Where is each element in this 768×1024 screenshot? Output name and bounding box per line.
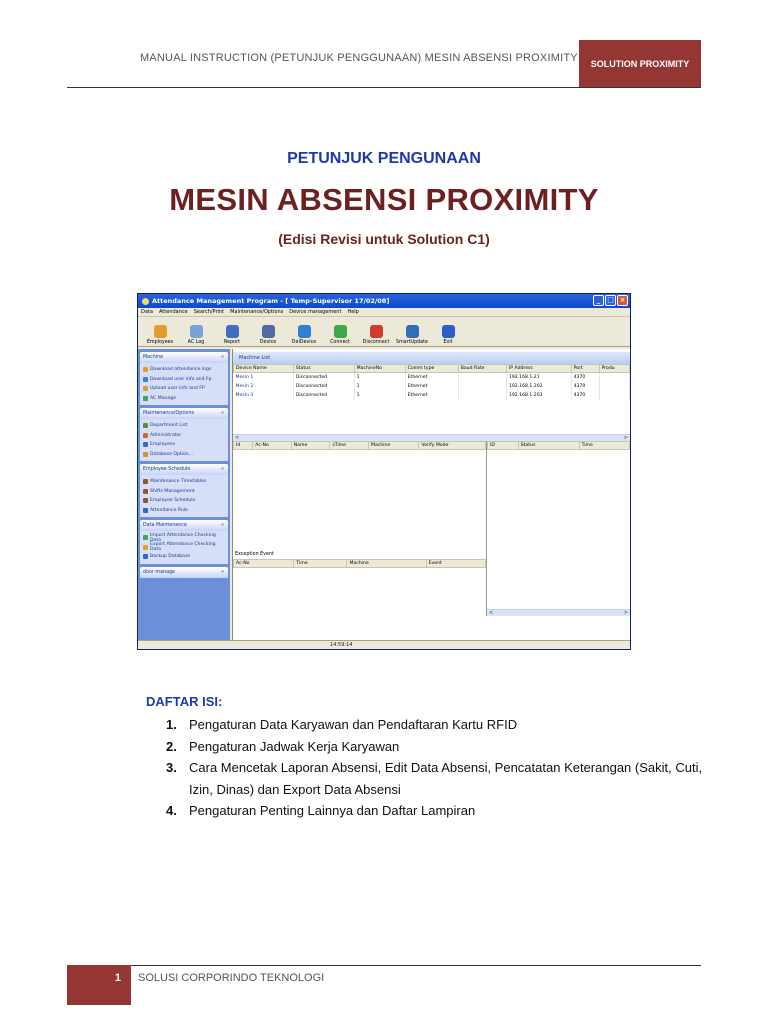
sidebar-item[interactable] xyxy=(143,506,225,516)
app-body xyxy=(138,349,630,640)
machine-list-title: Machine List xyxy=(233,352,630,364)
menu-item[interactable]: Data xyxy=(141,309,153,315)
exception-table xyxy=(233,559,486,568)
globe-icon xyxy=(406,325,419,338)
toolbar-button[interactable] xyxy=(214,325,250,346)
app-window-title: Attendance Management Program - [ Temp-Supervisor 17/02/08] xyxy=(152,297,390,305)
contents-item-number: 3. xyxy=(166,760,177,775)
sidebar-item-label: Administrator xyxy=(150,432,182,438)
minimize-icon[interactable]: _ xyxy=(593,295,604,306)
sidebar-section-title: Data Maintenance xyxy=(143,523,187,528)
page-number: 1 xyxy=(67,965,131,1005)
column-header[interactable]: Name xyxy=(291,441,330,449)
sidebar-item-label: Shifts Management xyxy=(150,488,195,494)
table-cell xyxy=(599,391,629,400)
sidebar-section-title: Maintenance/Options xyxy=(143,411,195,416)
toolbar-button-label: AC Log xyxy=(187,340,205,345)
toolbar-button[interactable] xyxy=(286,325,322,346)
table-cell xyxy=(458,391,506,400)
column-header[interactable]: Comm type xyxy=(405,365,458,373)
contents-item-number: 4. xyxy=(166,803,177,818)
app-main xyxy=(232,349,630,640)
contents-item xyxy=(166,800,706,822)
manual-title: MANUAL INSTRUCTION (PETUNJUK PENGGUNAAN) MESIN ABSENSI PROXIMITY xyxy=(140,52,578,64)
contents-item-text: Pengaturan Data Karyawan dan Pendaftaran Kartu RFID xyxy=(189,717,518,732)
contents-item-number: 1. xyxy=(166,717,177,732)
toolbar-button-label: Exit xyxy=(443,340,453,345)
sidebar-section-header[interactable] xyxy=(140,464,228,475)
sidebar-item-icon xyxy=(143,442,148,447)
chevron-icon[interactable]: » xyxy=(221,569,224,575)
connect-icon xyxy=(334,325,347,338)
sidebar-section-list xyxy=(140,363,228,405)
sidebar-item[interactable] xyxy=(143,384,225,394)
sidebar-item[interactable] xyxy=(143,375,225,385)
scroll-left-icon[interactable]: < xyxy=(235,434,240,441)
sidebar-item-label: Import Attendance Checking Data xyxy=(150,532,216,543)
column-header[interactable]: Verify Mode xyxy=(419,441,486,449)
sidebar-item-icon xyxy=(143,452,148,457)
table-cell: 192.168.1.21 xyxy=(506,373,571,382)
app-sidebar xyxy=(138,349,230,640)
exception-label: Exception Event xyxy=(235,551,274,557)
contents-item-number: 2. xyxy=(166,738,177,754)
contents-item xyxy=(166,757,706,800)
toolbar-button[interactable] xyxy=(178,325,214,346)
people-icon xyxy=(154,325,167,338)
contents-list xyxy=(166,714,706,822)
sidebar-item[interactable] xyxy=(143,543,225,553)
table-row[interactable] xyxy=(234,373,630,382)
toolbar-button[interactable] xyxy=(142,325,178,346)
sidebar-item-icon xyxy=(143,396,148,401)
contents-title: DAFTAR ISI: xyxy=(146,694,223,709)
attendance-log-table xyxy=(233,441,486,450)
table-row[interactable] xyxy=(234,391,630,400)
table-cell: Ethernet xyxy=(405,373,458,382)
column-header[interactable]: Baud Rate xyxy=(458,365,506,373)
app-logo-icon xyxy=(142,298,149,305)
sidebar-item[interactable] xyxy=(143,431,225,441)
chevron-icon[interactable]: « xyxy=(221,411,224,416)
sidebar-item-label: Attendance Rule xyxy=(150,507,188,513)
sidebar-item-label: AC Manage xyxy=(150,395,176,401)
sidebar-item-icon xyxy=(143,545,148,550)
table-cell xyxy=(599,382,629,391)
table-cell: 4370 xyxy=(571,382,599,391)
machine-list-scrollbar[interactable] xyxy=(233,434,630,441)
table-row[interactable] xyxy=(234,382,630,391)
sidebar-section-header[interactable] xyxy=(140,567,228,578)
report-icon xyxy=(226,325,239,338)
status-time: 14:59:14 xyxy=(330,642,353,648)
sidebar-section-title: Employee Schedule xyxy=(143,467,191,472)
app-titlebar xyxy=(138,294,630,308)
sidebar-item[interactable] xyxy=(143,496,225,506)
sidebar-item[interactable] xyxy=(143,552,225,562)
toolbar-button[interactable] xyxy=(322,325,358,346)
app-statusbar xyxy=(138,640,630,649)
close-icon[interactable]: × xyxy=(617,295,628,306)
window-controls xyxy=(593,295,628,306)
sidebar-item[interactable] xyxy=(143,365,225,375)
table-cell: 192.168.1.203 xyxy=(506,391,571,400)
column-header[interactable]: Event xyxy=(426,559,485,567)
toolbar-button-label: Employees xyxy=(146,340,174,345)
scroll-right-icon[interactable]: > xyxy=(623,609,628,616)
column-header[interactable]: Ac-No xyxy=(253,441,291,449)
sidebar-item-label: Database Option... xyxy=(150,451,194,457)
sidebar-section-header[interactable] xyxy=(140,520,228,531)
toolbar-button[interactable] xyxy=(430,325,466,346)
column-header[interactable]: Port xyxy=(571,365,599,373)
table-cell: Disconnected xyxy=(293,382,354,391)
header-rule xyxy=(67,87,701,88)
menu-item[interactable]: Device management xyxy=(289,309,342,315)
table-cell: 192.168.1.202 xyxy=(506,382,571,391)
menu-item[interactable]: Search/Print xyxy=(193,309,225,315)
sidebar-item[interactable] xyxy=(143,440,225,450)
sidebar-item-label: Department List xyxy=(150,423,188,429)
menu-item[interactable]: Attendance xyxy=(158,309,188,315)
cover-subtitle: PETUNJUK PENGUNAAN xyxy=(287,150,481,167)
toolbar-button-label: DelDevice xyxy=(291,340,317,345)
sidebar-item[interactable] xyxy=(143,477,225,487)
sidebar-section-list xyxy=(140,419,228,461)
sidebar-section-list xyxy=(140,531,228,564)
scroll-right-icon[interactable]: > xyxy=(623,434,628,441)
app-menubar xyxy=(138,308,630,317)
toolbar-button-label: Device xyxy=(259,340,277,345)
table-cell: Mesin 2 xyxy=(234,382,294,391)
exit-icon xyxy=(442,325,455,338)
column-header[interactable]: Produ xyxy=(599,365,629,373)
menu-item[interactable]: Help xyxy=(347,309,359,315)
column-header[interactable]: Machine xyxy=(347,559,426,567)
sidebar-item-label: Employees xyxy=(150,442,176,448)
column-header[interactable]: Device Name xyxy=(234,365,294,373)
table-cell: Mesin 3 xyxy=(234,391,294,400)
footer-company: SOLUSI CORPORINDO TEKNOLOGI xyxy=(138,972,325,984)
column-header[interactable]: MachineNo xyxy=(354,365,405,373)
table-cell: Ethernet xyxy=(405,382,458,391)
machine-list-table xyxy=(233,364,630,400)
sidebar-item[interactable] xyxy=(143,487,225,497)
sidebar-section-title: door manage xyxy=(143,569,175,575)
sidebar-item-label: Export Attendance Checking Data xyxy=(150,542,216,553)
app-toolbar xyxy=(138,317,630,347)
sidebar-section-title: Machine xyxy=(143,355,164,360)
table-cell: 4370 xyxy=(571,373,599,382)
sidebar-item-icon xyxy=(143,367,148,372)
sidebar-item-label: Backup Database xyxy=(150,554,191,560)
toolbar-button[interactable] xyxy=(358,325,394,346)
contents-item-text: Pengaturan Penting Lainnya dan Daftar Lampiran xyxy=(189,803,476,818)
column-header[interactable]: ID xyxy=(488,441,519,449)
sidebar-section-header[interactable] xyxy=(140,408,228,419)
sidebar-item-icon xyxy=(143,489,148,494)
cover-edition: (Edisi Revisi untuk Solution C1) xyxy=(278,231,490,247)
log-icon xyxy=(190,325,203,338)
sidebar-section-list xyxy=(140,475,228,517)
toolbar-button[interactable] xyxy=(394,325,430,346)
table-cell: Mesin 1 xyxy=(234,373,294,382)
table-cell xyxy=(458,382,506,391)
contents-item-text: Pengaturan Jadwak Kerja Karyawan xyxy=(189,738,400,754)
sidebar-item-icon xyxy=(143,423,148,428)
scroll-left-icon[interactable]: < xyxy=(489,609,494,616)
disconnect-icon xyxy=(370,325,383,338)
toolbar-button-label: Connect xyxy=(330,340,350,345)
column-header[interactable]: Machine xyxy=(369,441,419,449)
toolbar-button[interactable] xyxy=(250,325,286,346)
footer-rule xyxy=(67,965,701,966)
contents-item-text: Cara Mencetak Laporan Absensi, Edit Data Absensi, Pencatatan Keterangan (Sakit, Cuti, Izin, Dinas) dan Export Data Absensi xyxy=(189,760,703,797)
sidebar-item-icon xyxy=(143,535,148,540)
column-header[interactable]: Time xyxy=(294,559,347,567)
table-cell xyxy=(458,373,506,382)
column-header[interactable]: Id xyxy=(234,441,253,449)
toolbar-button-label: Disconnect xyxy=(362,340,390,345)
table-cell: Disconnected xyxy=(293,373,354,382)
cover-title: MESIN ABSENSI PROXIMITY xyxy=(169,182,599,217)
menu-item[interactable]: Maintenance/Options xyxy=(230,309,284,315)
contents-item xyxy=(166,736,706,758)
sidebar-item-icon xyxy=(143,386,148,391)
sidebar-section-header[interactable] xyxy=(140,352,228,363)
app-screenshot xyxy=(137,293,631,650)
sidebar-item-label: Maintenance Timetables xyxy=(150,479,207,485)
toolbar-button-label: Report xyxy=(224,340,240,345)
table-cell: Ethernet xyxy=(405,391,458,400)
column-header[interactable]: sTime xyxy=(330,441,369,449)
sidebar-item-icon xyxy=(143,508,148,513)
toolbar-button-label: SmartUpdate xyxy=(396,340,428,345)
column-header[interactable]: Status xyxy=(293,365,354,373)
delete-icon xyxy=(298,325,311,338)
exception-panel xyxy=(233,552,486,568)
status-scrollbar[interactable] xyxy=(487,609,630,616)
table-cell xyxy=(599,373,629,382)
attendance-log-panel xyxy=(233,441,487,616)
sidebar-item[interactable] xyxy=(143,450,225,460)
device-icon xyxy=(262,325,275,338)
column-header[interactable]: Status xyxy=(518,441,579,449)
sidebar-item-icon xyxy=(143,554,148,559)
sidebar-item-icon xyxy=(143,479,148,484)
column-header[interactable]: Ac-No xyxy=(234,559,294,567)
sidebar-item-icon xyxy=(143,377,148,382)
table-cell: 1 xyxy=(354,382,405,391)
sidebar-item-label: Upload user info and FP xyxy=(150,386,205,392)
sidebar-item[interactable] xyxy=(143,394,225,404)
sidebar-item-label: Employee Schedule xyxy=(150,498,196,504)
table-cell: 4370 xyxy=(571,391,599,400)
status-table xyxy=(487,441,630,450)
sidebar-item-label: Download attendance logs xyxy=(150,367,212,373)
sidebar-item-label: Download user info and Fp xyxy=(150,376,212,382)
maximize-icon[interactable]: □ xyxy=(605,295,616,306)
sidebar-item[interactable] xyxy=(143,421,225,431)
header-badge: SOLUTION PROXIMITY xyxy=(579,40,701,87)
chevron-icon[interactable]: « xyxy=(221,467,224,472)
sidebar-item-icon xyxy=(143,498,148,503)
chevron-icon[interactable]: « xyxy=(221,355,224,360)
column-header[interactable]: Time xyxy=(579,441,629,449)
column-header[interactable]: IP Address xyxy=(506,365,571,373)
contents-item xyxy=(166,714,706,736)
table-cell: 1 xyxy=(354,373,405,382)
table-cell: 1 xyxy=(354,391,405,400)
status-panel xyxy=(487,441,630,616)
chevron-icon[interactable]: « xyxy=(221,523,224,528)
table-cell: Disconnected xyxy=(293,391,354,400)
sidebar-item-icon xyxy=(143,433,148,438)
